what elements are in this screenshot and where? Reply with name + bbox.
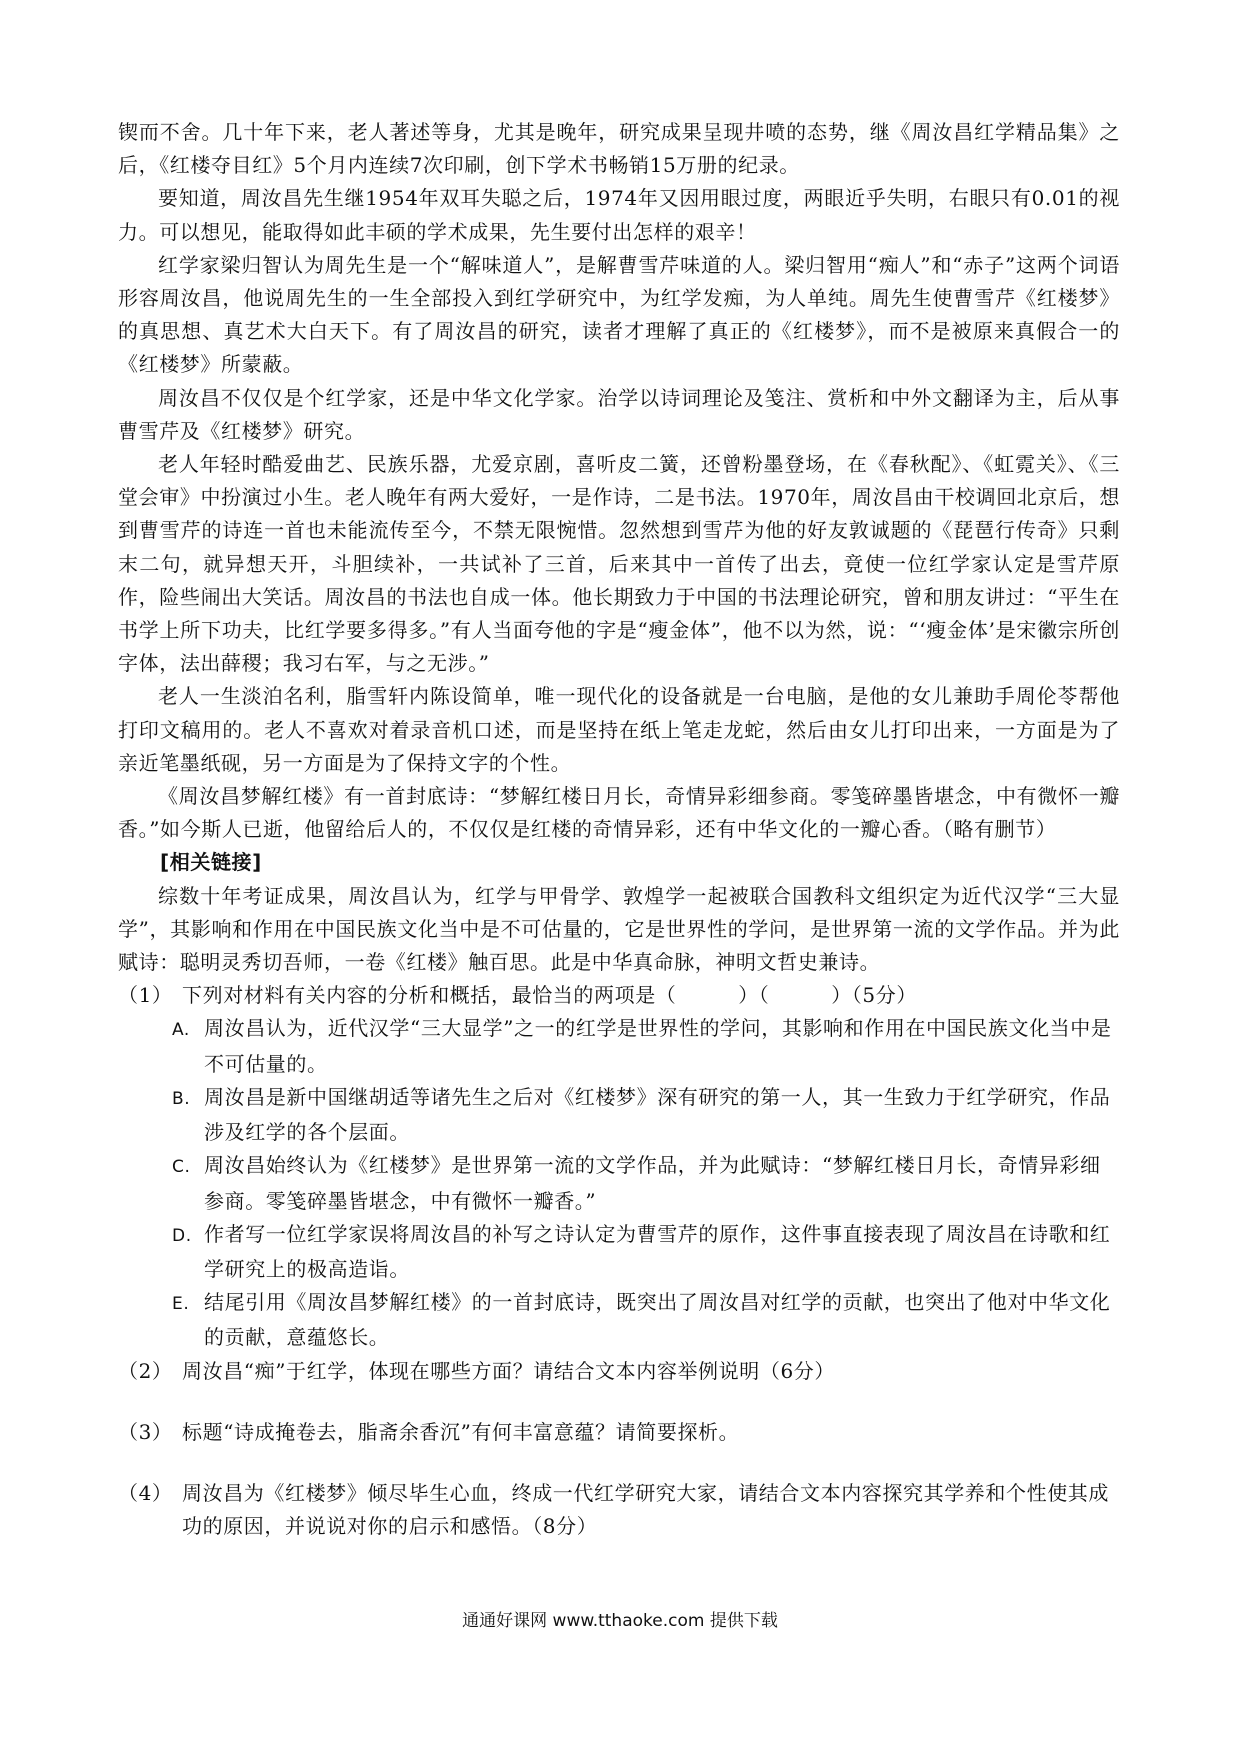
document-body [118,116,1120,1543]
related-link-text: 综数十年考证成果，周汝昌认为，红学与甲骨学、敦煌学一起被联合国教科文组织定为近代汉学“三大显学”，其影响和作用在中国民族文化当中是不可估量的，它是世界性的学问，是世界第一流的文学作品。并为此赋诗：聪明灵秀切吾师，一卷《红楼》触百思。此是中华真命脉，神明文哲史兼诗。 [118,883,1120,975]
paragraph-6: 老人一生淡泊名利，脂雪轩内陈设简单，唯一现代化的设备就是一台电脑，是他的女儿兼助手周伦苓帮他打印文稿用的。老人不喜欢对着录音机口述，而是坚持在纸上笔走龙蛇，然后由女儿打印出来，一方面是为了亲近笔墨纸砚，另一方面是为了保持文字的个性。 [118,684,1120,775]
option-a [118,1012,1120,1080]
question-3 [118,1416,1120,1449]
question-2-text: 周汝昌“痴”于红学，体现在哪些方面？请结合文本内容举例说明（6分） [182,1358,835,1383]
question-4-text: 周汝昌为《红楼梦》倾尽毕生心血，终成一代红学研究大家，请结合文本内容探究其学养和个性使其成功的原因，并说说对你的启示和感悟。（8分） [182,1480,1109,1539]
question-1-text: 下列对材料有关内容的分析和概括，最恰当的两项是（ ）（ ）（5分） [182,983,917,1008]
option-b-text: 周汝昌是新中国继胡适等诸先生之后对《红楼梦》深有研究的第一人，其一生致力于红学研究，作品涉及红学的各个层面。 [204,1084,1111,1145]
question-1 [118,979,1120,1012]
option-e-text: 结尾引用《周汝昌梦解红楼》的一首封底诗，既突出了周汝昌对红学的贡献，也突出了他对中华文化的贡献，意蕴悠长。 [204,1290,1111,1350]
paragraph-3: 红学家梁归智认为周先生是一个“解味道人”，是解曹雪芹味道的人。梁归智用“痴人”和“赤子”这两个词语形容周汝昌，他说周先生的一生全部投入到红学研究中，为红学发痴，为人单纯。周先生使曹雪芹《红楼梦》的真思想、真艺术大白天下。有了周汝昌的研究，读者才理解了真正的《红楼梦》，而不是被原来真假合一的《红楼梦》所蒙蔽。 [118,252,1120,377]
question-1-number: （1） [118,983,173,1008]
option-c-text: 周汝昌始终认为《红楼梦》是世界第一流的文学作品，并为此赋诗：“梦解红楼日月长，奇情异彩细参商。零笺碎墨皆堪念，中有微怀一瓣香。” [204,1153,1101,1213]
option-c [118,1149,1120,1217]
option-d-letter: D. [172,1225,192,1246]
paragraph-7: 《周汝昌梦解红楼》有一首封底诗：“梦解红楼日月长，奇情异彩细参商。零笺碎墨皆堪念，中有微怀一瓣香。”如今斯人已逝，他留给后人的，不仅仅是红楼的奇情异彩，还有中华文化的一瓣心香。（略有删节） [118,784,1120,842]
question-3-text: 标题“诗成掩卷去，脂斋余香沉”有何丰富意蕴？请简要探析。 [182,1419,740,1444]
answer-space-2 [118,1388,1120,1416]
answer-space-3 [118,1449,1120,1477]
related-link-heading: [相关链接] [160,850,262,875]
option-d [118,1218,1120,1286]
question-4-number: （4） [118,1480,173,1505]
option-b-letter: B. [172,1088,191,1109]
paragraph-4: 周汝昌不仅仅是个红学家，还是中华文化学家。治学以诗词理论及笺注、赏析和中外文翻译为主，后从事曹雪芹及《红楼梦》研究。 [118,385,1120,443]
option-e-letter: E. [172,1294,190,1315]
question-2-number: （2） [118,1358,173,1383]
option-e [118,1286,1120,1354]
question-3-number: （3） [118,1419,173,1444]
option-a-letter: A. [172,1020,190,1041]
question-2 [118,1355,1120,1388]
question-4 [118,1477,1120,1543]
paragraph-2: 要知道，周汝昌先生继1954年双耳失聪之后，1974年又因用眼过度，两眼近乎失明，右眼只有0.01的视力。可以想见，能取得如此丰硕的学术成果，先生要付出怎样的艰辛！ [118,186,1120,244]
paragraph-1: 锲而不舍。几十年下来，老人著述等身，尤其是晚年，研究成果呈现井喷的态势，继《周汝昌红学精品集》之后，《红楼夺目红》5个月内连续7次印刷，创下学术书畅销15万册的纪录。 [118,120,1120,178]
option-b [118,1081,1120,1149]
option-a-text: 周汝昌认为，近代汉学“三大显学”之一的红学是世界性的学问，其影响和作用在中国民族文化当中是不可估量的。 [204,1016,1112,1076]
page-footer: 通通好课网 www.tthaoke.com 提供下载 [462,1611,778,1631]
paragraph-5: 老人年轻时酷爱曲艺、民族乐器，尤爱京剧，喜听皮二簧，还曾粉墨登场，在《春秋配》、《虹霓关》、《三堂会审》中扮演过小生。老人晚年有两大爱好，一是作诗，二是书法。1970年，周汝昌由干校调回北京后，想到曹雪芹的诗连一首也未能流传至今，不禁无限惋惜。忽然想到雪芹为他的好友敦诚题的《琵琶行传奇》只剩末二句，就异想天开，斗胆续补，一共试补了三首，后来其中一首传了出去，竟使一位红学家认定是雪芹原作，险些闹出大笑话。周汝昌的书法也自成一体。他长期致力于中国的书法理论研究，曾和朋友讲过：“平生在书学上所下功夫，比红学要多得多。”有人当面夸他的字是“瘦金体”，他不以为然，说：“‘瘦金体’是宋徽宗所创字体，法出薛稷；我习右军，与之无涉。” [118,452,1120,676]
option-d-text: 作者写一位红学家误将周汝昌的补写之诗认定为曹雪芹的原作，这件事直接表现了周汝昌在诗歌和红学研究上的极高造诣。 [204,1221,1111,1281]
option-c-letter: C. [172,1157,191,1178]
